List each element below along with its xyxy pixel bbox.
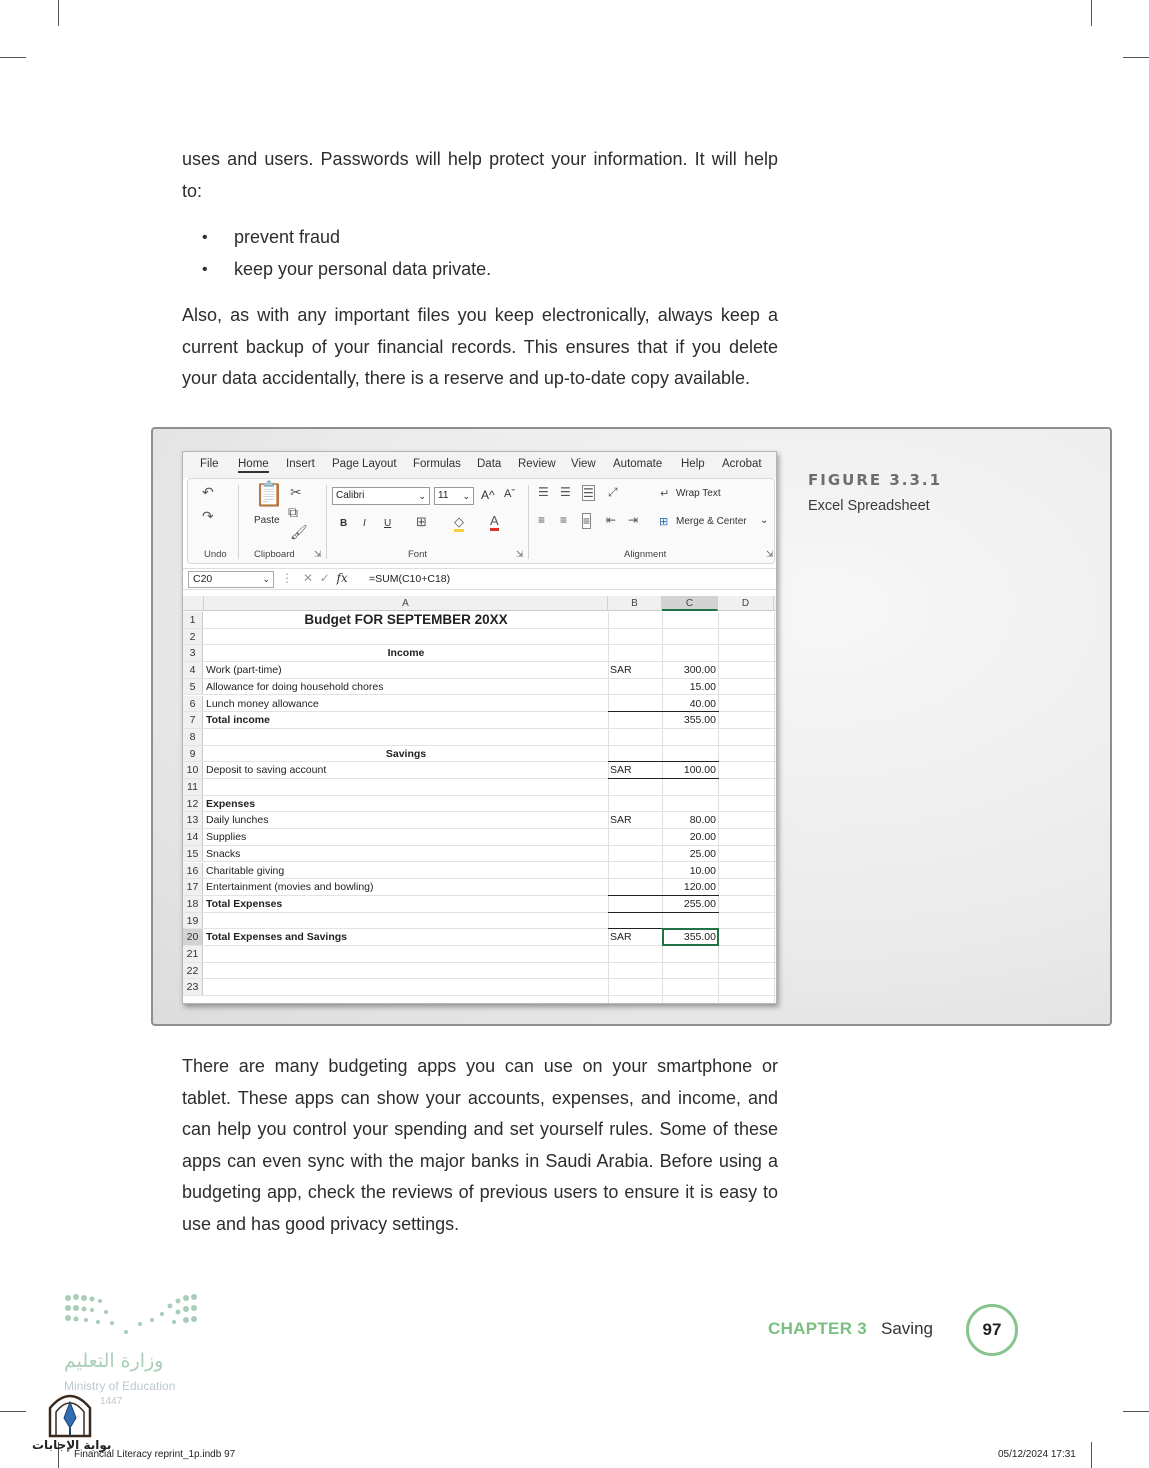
cell-b[interactable] xyxy=(609,846,661,862)
crop-mark xyxy=(1091,1442,1092,1468)
table-row xyxy=(183,796,777,813)
cell-b[interactable] xyxy=(609,746,661,762)
wrap-text-icon[interactable]: ↵ xyxy=(660,488,670,500)
row-header[interactable]: 17 xyxy=(183,879,203,895)
cell-c[interactable] xyxy=(663,963,718,979)
table-row xyxy=(183,662,777,679)
tab-acrobat[interactable]: Acrobat xyxy=(722,458,762,470)
chevron-down-icon: ⌄ xyxy=(462,491,470,501)
row-header[interactable]: 21 xyxy=(183,946,203,962)
crop-mark xyxy=(1123,57,1149,58)
cell-c[interactable] xyxy=(663,779,718,795)
cell-c[interactable]: 100.00 xyxy=(683,764,716,777)
insert-function-icon[interactable]: fx xyxy=(336,571,348,585)
align-left-icon[interactable]: ≡ xyxy=(538,513,546,527)
bullet-item: • keep your personal data private. xyxy=(182,254,778,286)
table-row xyxy=(183,963,777,980)
row-header[interactable]: 11 xyxy=(183,779,203,795)
tab-home[interactable]: Home xyxy=(238,458,269,473)
crop-mark xyxy=(1123,1411,1149,1412)
name-box[interactable] xyxy=(188,571,274,588)
cell-b[interactable] xyxy=(609,879,661,895)
decrease-indent-icon[interactable]: ⇤ xyxy=(606,513,617,527)
table-row xyxy=(183,946,777,963)
row-header[interactable]: 9 xyxy=(183,746,203,762)
merge-center-icon[interactable]: ⊞ xyxy=(659,516,669,528)
merge-center-button[interactable]: Merge & Center xyxy=(676,516,747,527)
figure-number: FIGURE 3.3.1 xyxy=(808,471,943,489)
undo-icon[interactable]: ↶ xyxy=(202,484,214,500)
tab-formulas[interactable]: Formulas xyxy=(413,458,461,470)
format-painter-icon[interactable]: 🖌 xyxy=(290,524,308,540)
column-header-b[interactable]: B xyxy=(608,596,662,611)
cell-a[interactable]: Work (part-time) xyxy=(206,664,282,677)
tab-insert[interactable]: Insert xyxy=(286,458,315,470)
table-row xyxy=(183,746,777,763)
dialog-launcher-icon[interactable]: ⇲ xyxy=(516,549,524,559)
table-row xyxy=(183,879,777,896)
font-name-value: Calibri xyxy=(336,490,365,501)
dialog-launcher-icon[interactable]: ⇲ xyxy=(314,549,322,559)
cell-a[interactable]: Total Expenses and Savings xyxy=(206,931,348,944)
grow-font-button[interactable]: A^ xyxy=(481,488,495,502)
chevron-down-icon[interactable]: ⌄ xyxy=(760,515,769,526)
cell-a[interactable] xyxy=(206,729,606,745)
enter-icon[interactable]: ✓ xyxy=(319,571,330,585)
row-header[interactable]: 15 xyxy=(183,846,203,862)
cell-b[interactable] xyxy=(609,645,661,661)
formula-controls xyxy=(281,571,348,585)
column-headers xyxy=(183,596,777,611)
cell-a[interactable]: Total income xyxy=(206,714,270,727)
crop-mark xyxy=(0,1411,26,1412)
cell-b[interactable] xyxy=(609,612,661,628)
font-name-select[interactable] xyxy=(332,487,430,505)
page-number: 97 xyxy=(966,1304,1018,1356)
column-header-a[interactable]: A xyxy=(204,596,608,611)
paragraph-backup: Also, as with any important files you keep electronically, always keep a current backup of your financial records. This ensures that if you delete your data accidentally, there is a reserve and up-to-date copy available. xyxy=(182,305,778,388)
cell-b[interactable] xyxy=(609,712,661,728)
group-label-font: Font xyxy=(408,549,428,560)
table-row xyxy=(183,679,777,696)
table-row xyxy=(183,762,777,779)
tab-file[interactable]: File xyxy=(200,458,219,470)
cell-a[interactable] xyxy=(206,779,606,795)
bullet-list xyxy=(182,222,778,285)
group-label-clipboard: Clipboard xyxy=(254,549,295,560)
tab-help[interactable]: Help xyxy=(681,458,705,470)
cell-border xyxy=(608,711,719,712)
print-slug-file: Financial Literacy reprint_1p.indb 97 xyxy=(74,1449,236,1460)
cell-border xyxy=(608,912,719,913)
align-right-icon[interactable]: ≡ xyxy=(583,514,591,528)
borders-icon[interactable]: ⊞ xyxy=(416,514,427,529)
cell-b[interactable]: SAR xyxy=(610,664,632,677)
formula-input[interactable]: =SUM(C10+C18) xyxy=(369,573,451,585)
formula-bar xyxy=(183,568,776,590)
tab-review[interactable]: Review xyxy=(518,458,556,470)
row-header[interactable]: 3 xyxy=(183,645,203,661)
wrap-text-button[interactable]: Wrap Text xyxy=(676,488,721,499)
paste-icon[interactable]: 📋 xyxy=(254,481,284,508)
cell-b[interactable]: SAR xyxy=(610,814,632,827)
site-name: بوابة الإجابات xyxy=(32,1438,112,1452)
underline-button[interactable]: U xyxy=(384,518,392,529)
cell-c[interactable]: 355.00 xyxy=(683,714,716,727)
row-header[interactable]: 7 xyxy=(183,712,203,728)
ribbon-separator xyxy=(528,485,529,559)
row-header[interactable]: 8 xyxy=(183,729,203,745)
cell-c[interactable]: 255.00 xyxy=(683,897,716,910)
ministry-year: 1447 xyxy=(100,1396,123,1407)
tab-view[interactable]: View xyxy=(571,458,596,470)
align-bottom-icon[interactable]: ☰ xyxy=(583,486,594,500)
cell-c[interactable] xyxy=(663,729,718,745)
cell-c[interactable]: 80.00 xyxy=(689,814,716,827)
group-label-alignment: Alignment xyxy=(624,549,667,560)
row-header[interactable]: 12 xyxy=(183,796,203,812)
more-icon[interactable]: ⋮ xyxy=(281,571,293,585)
cell-c[interactable] xyxy=(663,629,718,645)
chapter-label: CHAPTER 3 xyxy=(768,1319,868,1338)
paste-label[interactable]: Paste xyxy=(254,515,280,526)
cell-a[interactable]: Daily lunches xyxy=(206,814,269,827)
cell-c[interactable]: 300.00 xyxy=(683,664,716,677)
copy-icon[interactable]: ⧉ xyxy=(288,504,298,520)
cell-a[interactable]: Income xyxy=(387,647,425,660)
fill-color-icon[interactable]: ◇ xyxy=(454,515,464,532)
cell-b[interactable] xyxy=(609,829,661,845)
italic-button[interactable]: I xyxy=(363,518,366,529)
cell-a[interactable] xyxy=(206,979,606,995)
cell-c[interactable]: 20.00 xyxy=(689,831,716,844)
group-label-undo: Undo xyxy=(204,549,227,560)
cell-c[interactable] xyxy=(663,746,718,762)
cell-c[interactable]: 120.00 xyxy=(683,881,716,894)
cell-b[interactable] xyxy=(609,946,661,962)
row-header[interactable]: 1 xyxy=(183,612,203,628)
align-middle-icon[interactable]: ☰ xyxy=(560,485,571,499)
table-row xyxy=(183,979,777,996)
column-header-c[interactable]: C xyxy=(662,596,718,611)
cell-border xyxy=(608,778,719,779)
row-header[interactable]: 22 xyxy=(183,963,203,979)
chapter-name: Saving xyxy=(881,1319,933,1338)
tab-automate[interactable]: Automate xyxy=(613,458,663,470)
table-row xyxy=(183,846,777,863)
print-slug-date: 05/12/2024 17:31 xyxy=(998,1449,1076,1460)
cell-b[interactable] xyxy=(609,963,661,979)
table-row xyxy=(183,896,777,913)
ribbon-separator xyxy=(326,485,327,559)
table-row xyxy=(183,729,777,746)
chevron-down-icon: ⌄ xyxy=(262,574,270,584)
row-header[interactable]: 2 xyxy=(183,629,203,645)
cell-border xyxy=(608,895,719,896)
bold-button[interactable]: B xyxy=(340,518,348,529)
tab-data[interactable]: Data xyxy=(477,458,502,470)
shrink-font-button[interactable]: Aˇ xyxy=(504,488,515,500)
row-header[interactable]: 4 xyxy=(183,662,203,678)
cell-a[interactable] xyxy=(206,913,606,929)
chevron-down-icon: ⌄ xyxy=(418,491,426,501)
cell-a[interactable]: Deposit to saving account xyxy=(206,764,327,777)
cell-b[interactable] xyxy=(609,629,661,645)
font-color-icon[interactable]: A xyxy=(490,514,499,531)
row-header[interactable]: 6 xyxy=(183,696,203,712)
table-row xyxy=(183,696,777,713)
ministry-name-arabic: وزارة التعليم xyxy=(64,1350,164,1372)
cell-a[interactable]: Total Expenses xyxy=(206,897,283,910)
table-row xyxy=(183,863,777,880)
cell-c[interactable]: 355.00 xyxy=(683,931,716,944)
ministry-name-english: Ministry of Education xyxy=(64,1379,176,1393)
cell-a[interactable]: Budget FOR SEPTEMBER 20XX xyxy=(304,612,508,627)
cell-b[interactable] xyxy=(609,729,661,745)
font-size-value: 11 xyxy=(438,490,449,501)
align-center-icon[interactable]: ≡ xyxy=(560,513,568,527)
table-row xyxy=(183,812,777,829)
cell-c[interactable] xyxy=(663,645,718,661)
ribbon-tab-bar xyxy=(183,452,776,478)
cell-a[interactable] xyxy=(206,629,606,645)
paragraph-passwords: uses and users. Passwords will help protect your information. It will help to: xyxy=(182,149,778,201)
cell-b[interactable] xyxy=(609,896,661,912)
figure-title: Excel Spreadsheet xyxy=(808,498,930,514)
crop-mark xyxy=(0,57,26,58)
bullet-item: • prevent fraud xyxy=(182,222,778,254)
cell-c[interactable]: 25.00 xyxy=(689,847,716,860)
table-row xyxy=(183,612,777,629)
ribbon xyxy=(187,478,775,564)
cell-c[interactable] xyxy=(663,979,718,995)
table-row xyxy=(183,629,777,646)
table-row xyxy=(183,712,777,729)
increase-indent-icon[interactable]: ⇥ xyxy=(628,513,639,527)
cancel-icon[interactable]: ✕ xyxy=(303,571,314,585)
table-row xyxy=(183,913,777,930)
cell-a[interactable]: Entertainment (movies and bowling) xyxy=(206,881,374,894)
cell-c[interactable]: 15.00 xyxy=(689,680,716,693)
cell-b[interactable] xyxy=(609,679,661,695)
cell-c[interactable] xyxy=(663,913,718,929)
redo-icon[interactable]: ↷ xyxy=(202,508,214,524)
tab-page-layout[interactable]: Page Layout xyxy=(332,458,397,470)
cell-c[interactable] xyxy=(663,612,718,628)
excel-window xyxy=(182,451,777,1004)
cell-c[interactable] xyxy=(663,946,718,962)
cell-c[interactable]: 40.00 xyxy=(689,697,716,710)
paragraph-budgeting-apps: There are many budgeting apps you can use on your smartphone or tablet. These apps can show your accounts, expenses, and income, and can help you control your spending and set yourself rules. Some of these apps can even sync with the major banks in Saudi Arabia. Before using a budgeting app, check the reviews of previous users to ensure it is easy to use and has good privacy settings. xyxy=(182,1056,778,1234)
row-header[interactable]: 16 xyxy=(183,863,203,879)
cell-c[interactable] xyxy=(663,796,718,812)
table-row xyxy=(183,829,777,846)
table-row xyxy=(183,645,777,662)
cell-border xyxy=(608,761,719,762)
align-top-icon[interactable]: ☰ xyxy=(538,485,549,499)
font-size-select[interactable] xyxy=(434,487,474,505)
cut-icon[interactable]: ✂ xyxy=(290,484,302,500)
row-header[interactable]: 5 xyxy=(183,679,203,695)
cell-b[interactable] xyxy=(609,696,661,712)
row-header[interactable]: 13 xyxy=(183,812,203,828)
cell-a[interactable]: Charitable giving xyxy=(206,864,285,877)
table-row xyxy=(183,779,777,796)
cell-b[interactable]: SAR xyxy=(610,931,632,944)
row-header[interactable]: 10 xyxy=(183,762,203,778)
row-header[interactable]: 14 xyxy=(183,829,203,845)
site-logo-icon xyxy=(46,1388,94,1438)
row-header[interactable]: 20 xyxy=(183,929,203,945)
crop-mark xyxy=(58,0,59,26)
cell-b[interactable] xyxy=(609,796,661,812)
cell-a[interactable]: Snacks xyxy=(206,847,241,860)
row-header[interactable]: 23 xyxy=(183,979,203,995)
cell-a[interactable]: Supplies xyxy=(206,831,247,844)
selected-cell[interactable] xyxy=(662,928,719,946)
cell-b[interactable] xyxy=(609,979,661,995)
name-box-value: C20 xyxy=(193,573,213,585)
dialog-launcher-icon[interactable]: ⇲ xyxy=(766,549,774,559)
cell-b[interactable] xyxy=(609,913,661,929)
select-all-corner[interactable] xyxy=(183,596,204,611)
cell-a[interactable] xyxy=(206,963,606,979)
cell-a[interactable] xyxy=(206,946,606,962)
row-header[interactable]: 19 xyxy=(183,913,203,929)
cell-a[interactable]: Savings xyxy=(385,747,427,760)
orientation-icon[interactable]: ⤢ xyxy=(608,485,618,499)
cell-b[interactable] xyxy=(609,863,661,879)
cell-a[interactable]: Allowance for doing household chores xyxy=(206,680,384,693)
ministry-logo-dots xyxy=(62,1292,202,1336)
cell-a[interactable]: Lunch money allowance xyxy=(206,697,319,710)
ribbon-separator xyxy=(238,485,239,559)
row-header[interactable]: 18 xyxy=(183,896,203,912)
cell-b[interactable]: SAR xyxy=(610,764,632,777)
cell-a[interactable]: Expenses xyxy=(206,797,256,810)
cell-b[interactable] xyxy=(609,779,661,795)
column-header-d[interactable]: D xyxy=(718,596,774,611)
cell-c[interactable]: 10.00 xyxy=(689,864,716,877)
crop-mark xyxy=(1091,0,1092,26)
